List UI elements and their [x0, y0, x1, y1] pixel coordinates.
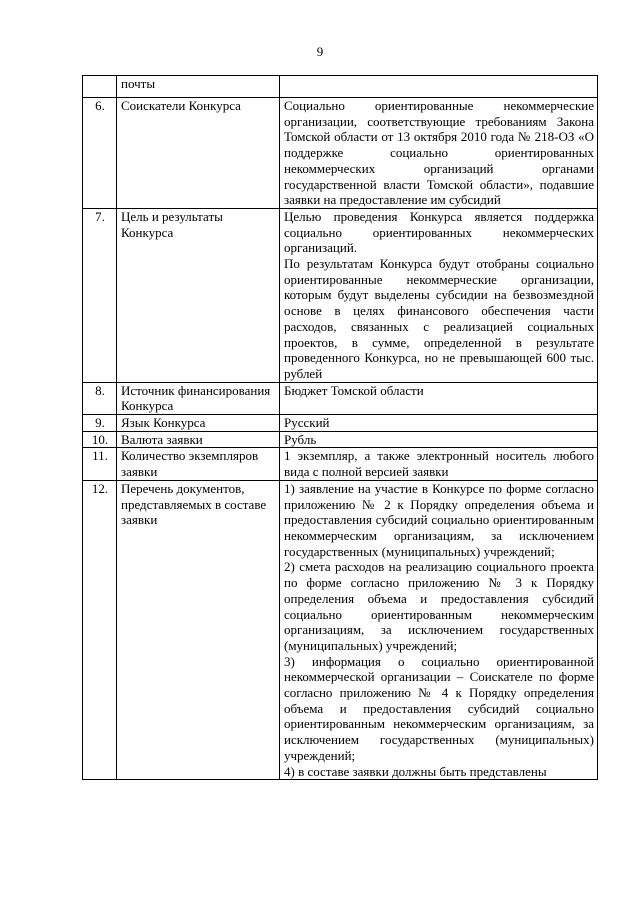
list-item: 1) заявление на участие в Конкурсе по форме согласно приложению № 2 к Порядку определения объема и предоставления субсидий социально ориентированным некоммерческим организациям, за исключением государственных (муниципальных) учреждений;: [284, 480, 594, 559]
row-label: Перечень документов, представляемых в составе заявки: [117, 480, 280, 779]
page-number: 9: [316, 44, 324, 59]
table-row: [83, 98, 598, 209]
row-number: [83, 76, 117, 98]
list-item: 4) в составе заявки должны быть представлены: [284, 763, 547, 779]
row-label: Источник финансирования Конкурса: [117, 382, 280, 414]
table-row: [83, 480, 598, 779]
row-value: 1 экземпляр, а также электронный носитель любого вида с полной версией заявки: [280, 448, 598, 480]
row-value: Русский: [280, 415, 598, 432]
row-number: 7.: [83, 208, 117, 382]
list-item: 3) информация о социально ориентированной некоммерческой организации – Соискателе по форме согласно приложению № 4 к Порядку определения объема и предоставления субсидий социально ориентированным некоммерческим организациям, за исключением государственных (муниципальных) учреждений;: [284, 653, 594, 763]
row-value: [280, 480, 598, 779]
row-value: [280, 76, 598, 98]
table-row: [83, 76, 598, 98]
paragraph: Целью проведения Конкурса является поддержка социально ориентированных некоммерческих организаций.: [284, 208, 594, 256]
row-label: Соискатели Конкурса: [117, 98, 280, 209]
list-item: 2) смета расходов на реализацию социального проекта по форме согласно приложению № 3 к Порядку определения объема и предоставления субсидий социально ориентированным некоммерческим организациям, за исключением государственных (муниципальных) учреждений;: [284, 559, 594, 653]
row-value: Социально ориентированные некоммерческие организации, соответствующие требованиям Закона Томской области от 13 октября 2010 года № 218-ОЗ «О поддержке социально ориентированных некоммерческих организаций органами государственной власти Томской области», подавшие заявки на предоставление им субсидий: [280, 98, 598, 209]
table-row: [83, 208, 598, 382]
table-row: [83, 382, 598, 414]
row-label: Количество экземпляров заявки: [117, 448, 280, 480]
row-number: 12.: [83, 480, 117, 779]
row-number: 10.: [83, 431, 117, 448]
row-label: почты: [117, 76, 280, 98]
row-value: Рубль: [280, 431, 598, 448]
row-label: Язык Конкурса: [117, 415, 280, 432]
row-number: 9.: [83, 415, 117, 432]
row-label: Цель и результаты Конкурса: [117, 208, 280, 382]
row-number: 11.: [83, 448, 117, 480]
table-row: [83, 431, 598, 448]
contest-info-table: [82, 75, 598, 780]
table-row: [83, 448, 598, 480]
table-row: [83, 415, 598, 432]
row-value: Бюджет Томской области: [280, 382, 598, 414]
paragraph: По результатам Конкурса будут отобраны социально ориентированные некоммерческие организации, которым будут выделены субсидии на безвозмездной основе в целях финансового обеспечения части расходов, связанных с реализацией социальных проектов, в сумме, определенной в результате проведенного Конкурса, но не превышающей 600 тыс. рублей: [284, 256, 594, 381]
row-label: Валюта заявки: [117, 431, 280, 448]
row-number: 8.: [83, 382, 117, 414]
row-value: [280, 208, 598, 382]
row-number: 6.: [83, 98, 117, 209]
